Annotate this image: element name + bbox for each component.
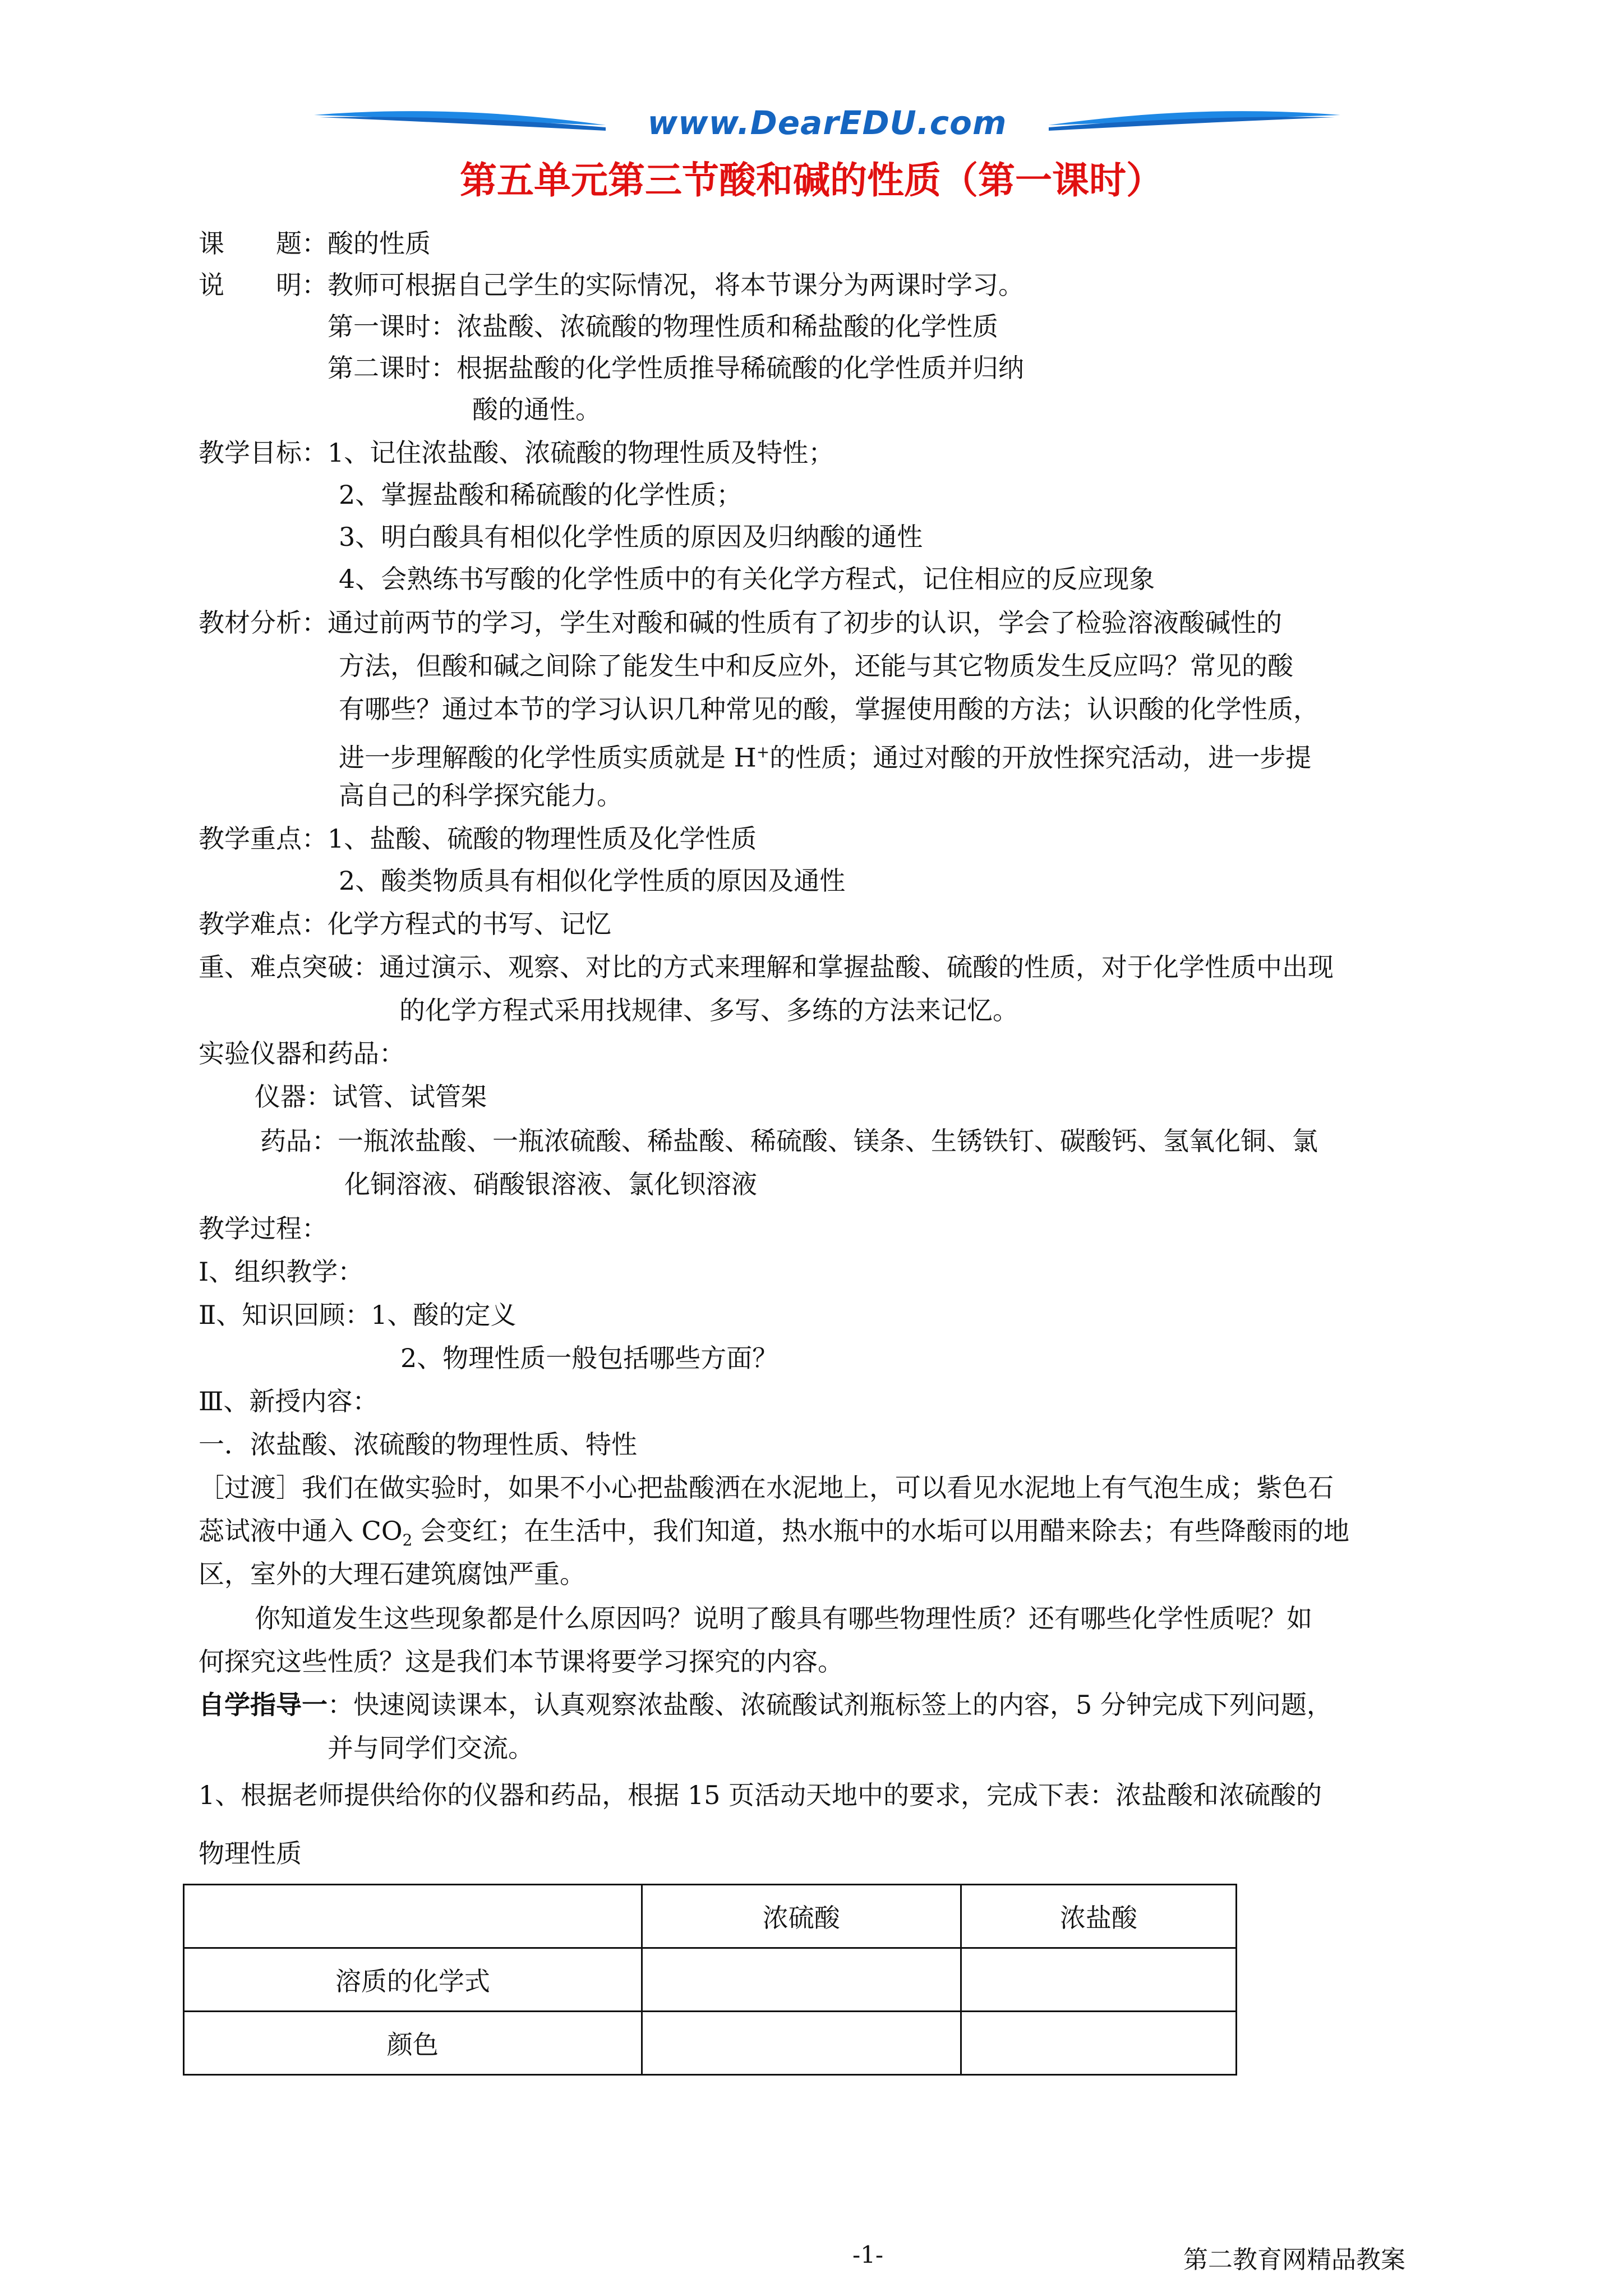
table-cell: [642, 1948, 961, 2012]
table-cell: [961, 1948, 1236, 2012]
text-line: 何探究这些性质？这是我们本节课将要学习探究的内容。: [199, 1646, 843, 1677]
text-line: 物理性质: [199, 1838, 302, 1869]
table-row: [184, 2012, 1237, 2075]
text-line: Ⅱ、知识回顾：1、酸的定义: [199, 1300, 517, 1330]
text-line: 你知道发生这些现象都是什么原因吗？说明了酸具有哪些物理性质？还有哪些化学性质呢？如: [255, 1603, 1312, 1634]
text-line: 有哪些？通过本节的学习认识几种常见的酸，掌握使用酸的方法；认识酸的化学性质，: [339, 694, 1319, 724]
table-header-row: [184, 1885, 1237, 1948]
table-cell: [961, 2012, 1236, 2075]
text-line: 化铜溶液、硝酸银溶液、氯化钡溶液: [344, 1169, 757, 1199]
text-line: 3、明白酸具有相似化学性质的原因及归纳酸的通性: [339, 522, 923, 552]
table-header-cell: 浓硫酸: [642, 1885, 961, 1948]
text-line: 4、会熟练书写酸的化学性质中的有关化学方程式，记住相应的反应现象: [339, 564, 1155, 594]
footer-site-name: 第二教育网精品教案: [1183, 2246, 1405, 2274]
page-title: 第五单元第三节酸和碱的性质（第一课时）: [460, 159, 1163, 202]
text-line: 第一课时：浓盐酸、浓硫酸的物理性质和稀盐酸的化学性质: [328, 311, 998, 342]
physical-properties-table: [183, 1884, 1237, 2076]
text-line: 2、酸类物质具有相似化学性质的原因及通性: [339, 866, 846, 896]
text-line: 实验仪器和药品：: [199, 1038, 405, 1069]
text-line: 方法，但酸和碱之间除了能发生中和反应外，还能与其它物质发生反应吗？常见的酸: [339, 651, 1293, 681]
text-line: 2、物理性质一般包括哪些方面？: [400, 1343, 778, 1373]
table-row: [184, 1948, 1237, 2012]
text-line: Ⅰ、组织教学：: [199, 1257, 364, 1287]
table-cell: [642, 2012, 961, 2075]
text-line: 教学目标：1、记住浓盐酸、浓硫酸的物理性质及特性；: [199, 438, 834, 468]
table-header-cell: [184, 1885, 642, 1948]
text-line: 2、掌握盐酸和稀硫酸的化学性质；: [339, 480, 743, 510]
text-line: 自学指导一：快速阅读课本，认真观察浓盐酸、浓硫酸试剂瓶标签上的内容，5 分钟完成下列问题，: [199, 1690, 1332, 1720]
text-line: 蕊试液中通入 $CO_2$ 会变红；在生活中，我们知道，热水瓶中的水垢可以用醋来除去；有些降酸雨的地: [199, 1516, 1349, 1550]
text-line: 教材分析：通过前两节的学习，学生对酸和碱的性质有了初步的认识，学会了检验溶液酸碱性的: [199, 608, 1282, 638]
text-line: 并与同学们交流。: [328, 1733, 534, 1763]
table-cell: 颜色: [184, 2012, 642, 2075]
text-line: ［过渡］我们在做实验时，如果不小心把盐酸洒在水泥地上，可以看见水泥地上有气泡生成；紫色石: [199, 1473, 1334, 1503]
text-line: 酸的通性。: [472, 394, 601, 425]
text-line: 课 题：酸的性质: [199, 228, 431, 259]
text-line: 进一步理解酸的化学性质实质就是 H+的性质；通过对酸的开放性探究活动，进一步提: [339, 742, 1312, 773]
logo-text: www.DearEDU.com: [647, 104, 1007, 142]
text-line: 说 明：教师可根据自己学生的实际情况，将本节课分为两课时学习。: [199, 270, 1024, 300]
text-line: 一．浓盐酸、浓硫酸的物理性质、特性: [199, 1429, 637, 1460]
text-line: 药品：一瓶浓盐酸、一瓶浓硫酸、稀盐酸、稀硫酸、镁条、生锈铁钉、碳酸钙、氢氧化铜、氯: [260, 1126, 1318, 1156]
text-line: 1、根据老师提供给你的仪器和药品，根据 15 页活动天地中的要求，完成下表：浓盐酸和浓硫酸的: [199, 1780, 1322, 1810]
text-line: 仪器：试管、试管架: [255, 1082, 487, 1112]
table-header-cell: 浓盐酸: [961, 1885, 1236, 1948]
table-cell: 溶质的化学式: [184, 1948, 642, 2012]
text-line: 教学难点：化学方程式的书写、记忆: [199, 909, 611, 939]
text-line: 重、难点突破：通过演示、观察、对比的方式来理解和掌握盐酸、硫酸的性质，对于化学性质中出现: [199, 952, 1334, 982]
text-line: Ⅲ、新授内容：: [199, 1386, 379, 1416]
text-line: 第二课时：根据盐酸的化学性质推导稀硫酸的化学性质并归纳: [328, 353, 1024, 383]
text-line: 教学过程：: [199, 1213, 328, 1244]
page-number: -1-: [852, 2241, 884, 2269]
text-line: 的化学方程式采用找规律、多写、多练的方法来记忆。: [399, 995, 1018, 1025]
text-line: 区，室外的大理石建筑腐蚀严重。: [199, 1559, 585, 1589]
site-logo: [314, 98, 1340, 149]
text-line: 高自己的科学探究能力。: [339, 780, 623, 811]
text-line: 教学重点：1、盐酸、硫酸的物理性质及化学性质: [199, 823, 757, 854]
